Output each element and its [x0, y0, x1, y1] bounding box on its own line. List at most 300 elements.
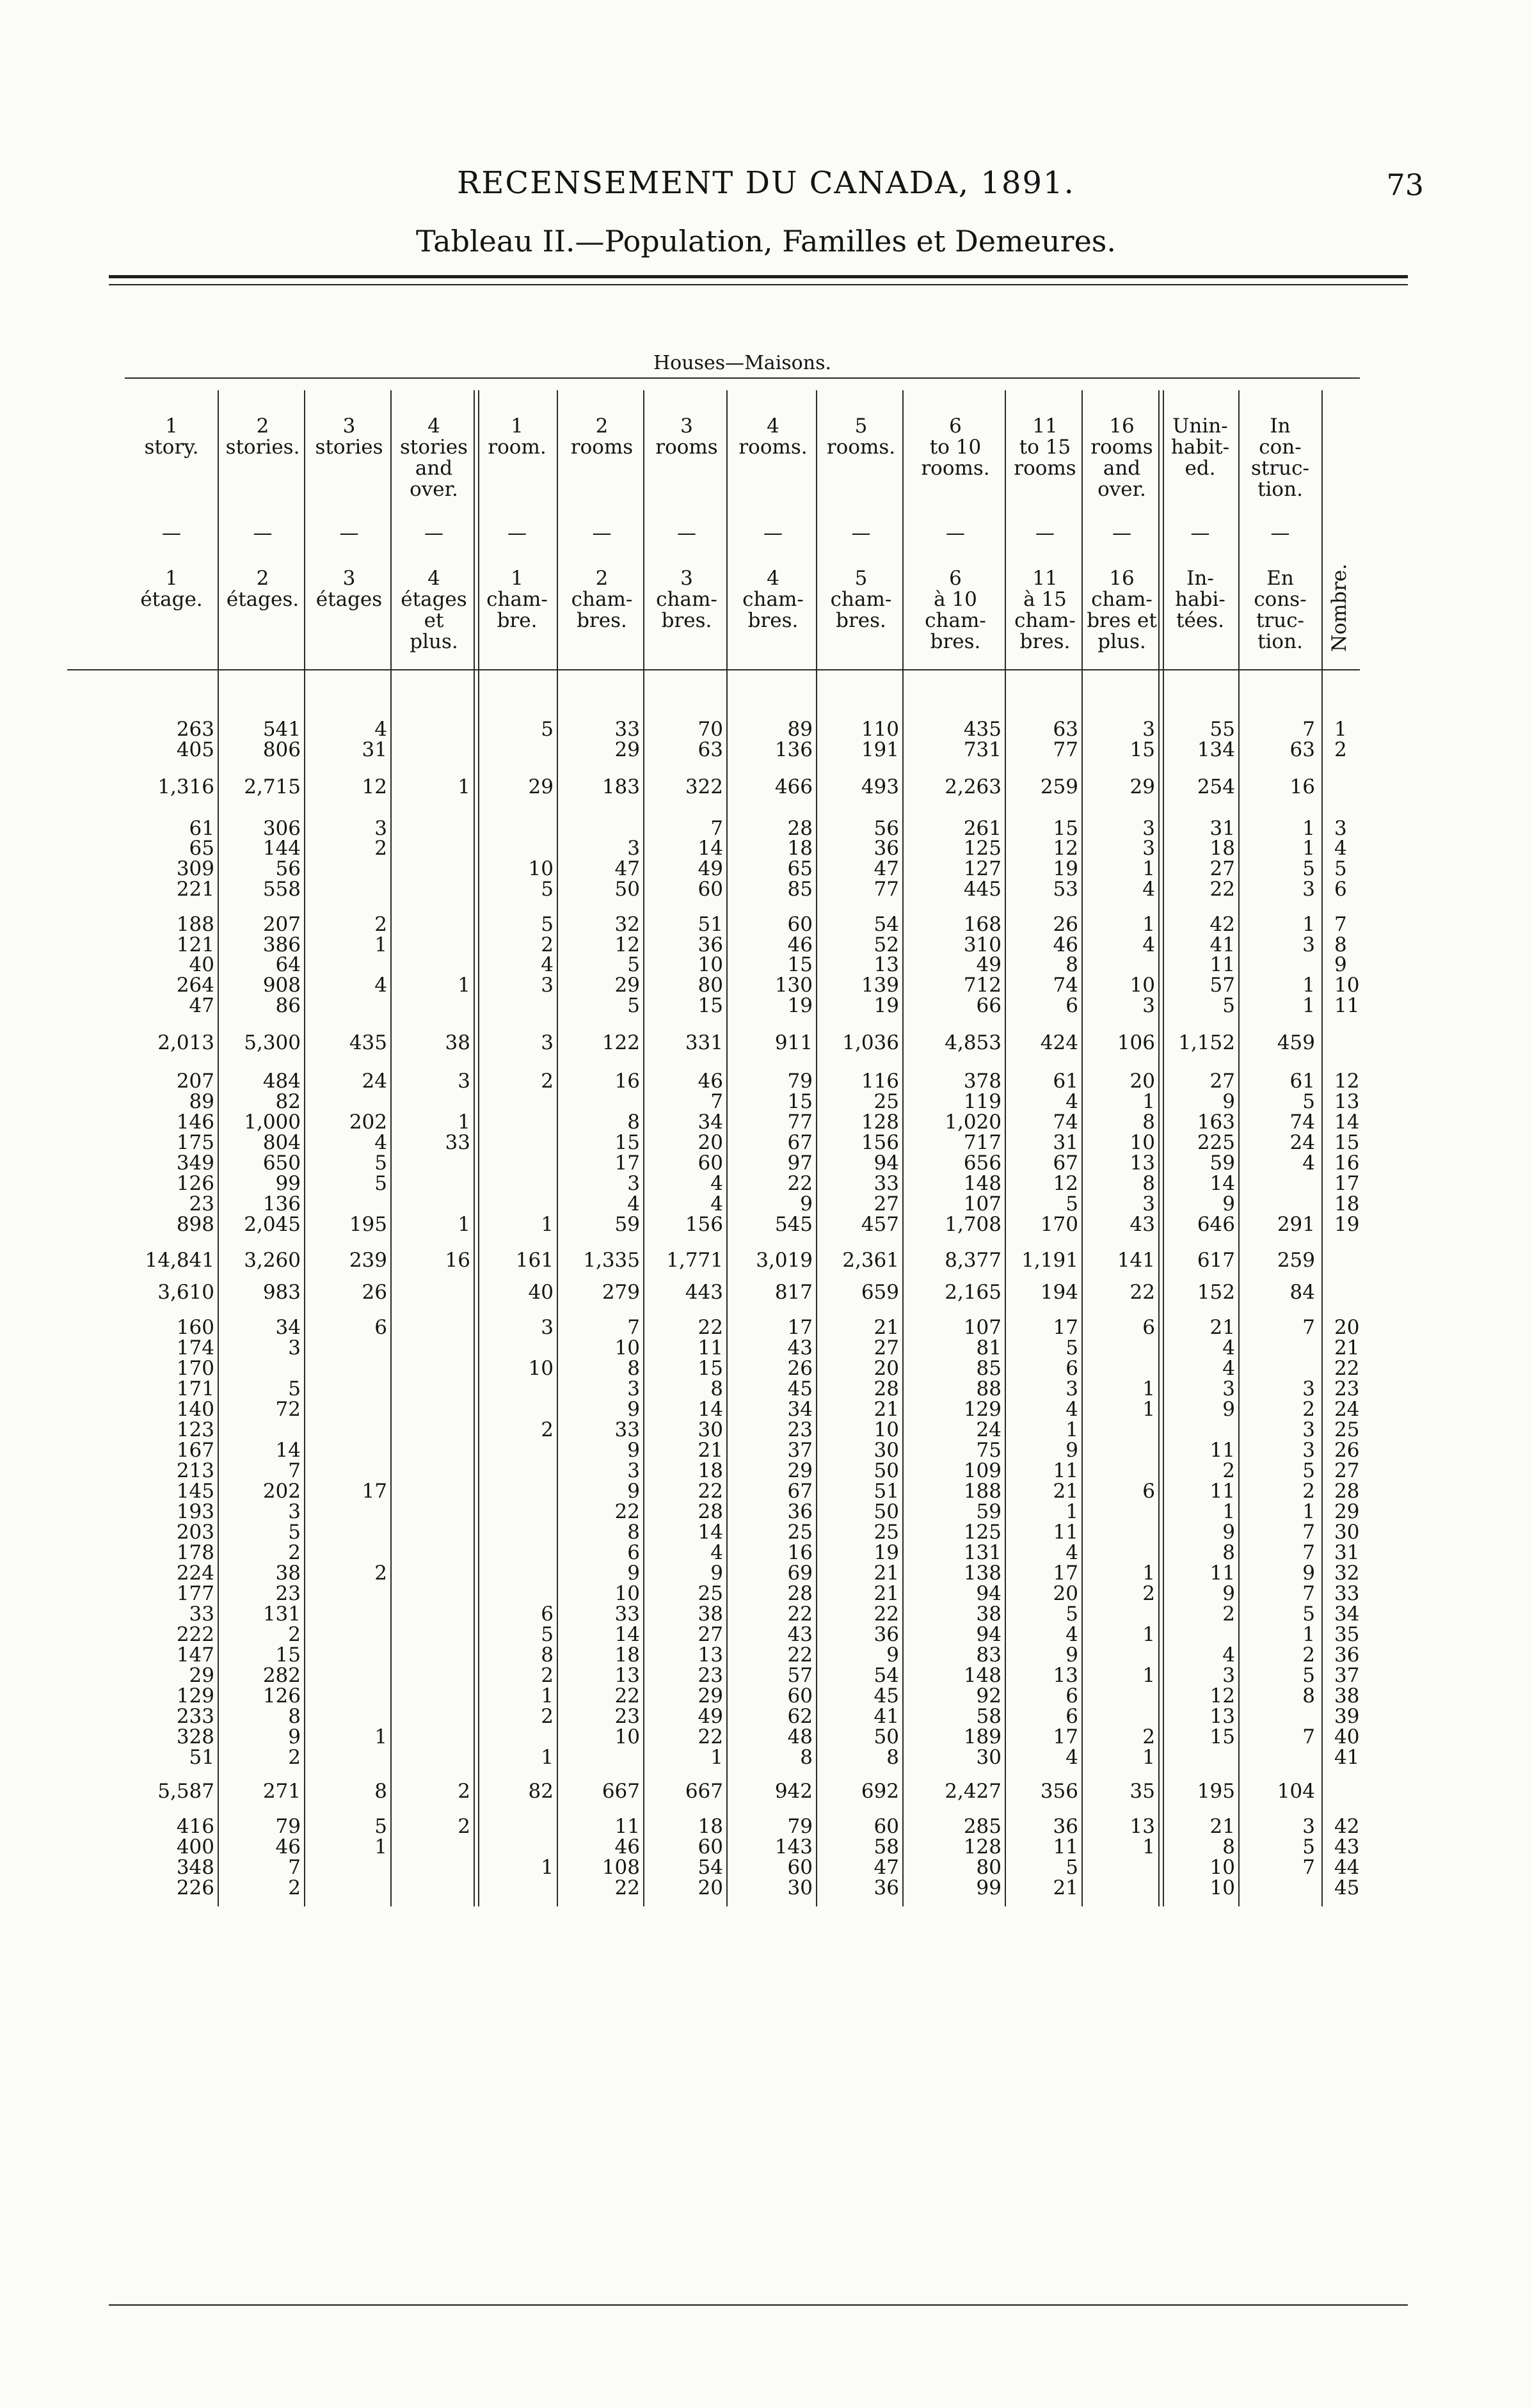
table-cell: 47 [874, 1856, 899, 1879]
table-cell: 46 [614, 1835, 640, 1858]
column-divider-2 [304, 390, 305, 1906]
table-cell: 85 [787, 878, 813, 901]
table-cell: 163 [1197, 1111, 1235, 1134]
column-header-en-7: 3 rooms [655, 415, 718, 459]
table-cell: 99 [275, 1172, 301, 1195]
table-cell: 6 [1065, 1684, 1078, 1707]
row-number: 4 [1334, 837, 1347, 860]
table-cell: 3 [1222, 1377, 1235, 1400]
table-cell: 226 [176, 1876, 214, 1899]
table-cell: 3,260 [244, 1249, 301, 1272]
table-cell: 14 [1209, 1172, 1235, 1195]
table-cell: 29 [1129, 775, 1155, 798]
table-cell: 97 [787, 1152, 813, 1175]
row-number: 44 [1334, 1856, 1360, 1879]
table-cell: 57 [1209, 974, 1235, 997]
table-cell: 712 [963, 974, 1001, 997]
table-cell: 21 [874, 1562, 899, 1585]
table-cell: 36 [698, 933, 723, 956]
table-cell: 3 [1142, 837, 1155, 860]
row-number: 16 [1334, 1152, 1360, 1175]
table-cell: 104 [1277, 1780, 1315, 1803]
table-cell: 659 [861, 1281, 899, 1304]
table-cell: 170 [176, 1357, 214, 1380]
table-cell: 10 [1129, 1131, 1155, 1154]
table-cell: 188 [176, 913, 214, 936]
column-header-dash-9: — [851, 522, 871, 544]
table-cell: 193 [176, 1500, 214, 1523]
table-cell: 31 [1209, 817, 1235, 840]
table-cell: 15 [275, 1644, 301, 1667]
table-cell: 70 [698, 718, 723, 741]
table-cell: 11 [1053, 1459, 1078, 1482]
table-cell: 129 [176, 1684, 214, 1707]
table-cell: 1 [1142, 913, 1155, 936]
table-cell: 21 [1209, 1316, 1235, 1339]
table-cell: 46 [698, 1070, 723, 1093]
column-header-dash-11: — [1035, 522, 1055, 544]
table-cell: 322 [685, 775, 723, 798]
table-cell: 9 [627, 1398, 640, 1421]
table-cell: 1,335 [583, 1249, 640, 1272]
table-cell: 213 [176, 1459, 214, 1482]
table-cell: 147 [176, 1644, 214, 1667]
table-cell: 692 [861, 1780, 899, 1803]
table-cell: 94 [874, 1152, 899, 1175]
table-cell: 405 [176, 738, 214, 761]
table-cell: 33 [874, 1172, 899, 1195]
nombre-header: Nombre. [1328, 563, 1351, 653]
table-cell: 3 [1142, 994, 1155, 1017]
table-cell: 126 [262, 1684, 301, 1707]
table-cell: 3 [627, 1172, 640, 1195]
column-header-en-10: 6 to 10 rooms. [921, 415, 990, 480]
table-cell: 15 [614, 1131, 640, 1154]
column-header-en-12: 16 rooms and over. [1090, 415, 1153, 501]
table-cell: 1 [1302, 817, 1315, 840]
table-cell: 81 [976, 1336, 1001, 1359]
table-cell: 47 [614, 857, 640, 880]
table-cell: 4 [1065, 1090, 1078, 1113]
table-cell: 416 [176, 1815, 214, 1838]
table-cell: 2 [288, 1623, 301, 1646]
table-cell: 146 [176, 1111, 214, 1134]
table-cell: 646 [1197, 1213, 1235, 1236]
table-cell: 69 [787, 1562, 813, 1585]
table-cell: 36 [787, 1500, 813, 1523]
table-cell: 9 [1065, 1644, 1078, 1667]
table-cell: 43 [787, 1336, 813, 1359]
table-cell: 29 [698, 1684, 723, 1707]
table-cell: 19 [874, 1541, 899, 1564]
table-cell: 12 [1053, 837, 1078, 860]
table-cell: 2 [458, 1815, 470, 1838]
table-cell: 435 [963, 718, 1001, 741]
column-header-dash-4: — [424, 522, 443, 544]
table-cell: 30 [976, 1746, 1001, 1769]
table-cell: 9 [288, 1725, 301, 1748]
row-number: 22 [1334, 1357, 1360, 1380]
group-header: Houses—Maisons. [653, 352, 831, 374]
page-number: 73 [1386, 168, 1424, 202]
table-cell: 650 [262, 1152, 301, 1175]
column-header-dash-12: — [1112, 522, 1131, 544]
table-cell: 2 [541, 1418, 554, 1441]
table-cell: 18 [614, 1644, 640, 1667]
column-divider-14 [1321, 390, 1323, 1906]
table-cell: 17 [787, 1316, 813, 1339]
table-cell: 29 [189, 1664, 214, 1687]
table-cell: 1,708 [945, 1213, 1001, 1236]
table-cell: 136 [262, 1192, 301, 1216]
table-cell: 309 [176, 857, 214, 880]
table-cell: 8 [1222, 1835, 1235, 1858]
table-cell: 58 [976, 1705, 1001, 1728]
table-cell: 3 [288, 1500, 301, 1523]
table-cell: 7 [1302, 1582, 1315, 1605]
row-number: 15 [1334, 1131, 1360, 1154]
table-cell: 239 [349, 1249, 387, 1272]
table-cell: 4 [374, 1131, 387, 1154]
table-cell: 10 [1209, 1876, 1235, 1899]
table-cell: 18 [698, 1459, 723, 1482]
table-cell: 3 [458, 1070, 470, 1093]
table-cell: 30 [874, 1439, 899, 1462]
column-header-en-4: 4 stories and over. [399, 415, 468, 501]
table-cell: 291 [1277, 1213, 1315, 1236]
table-cell: 5 [541, 878, 554, 901]
table-cell: 14 [698, 837, 723, 860]
row-number: 37 [1334, 1664, 1360, 1687]
table-cell: 22 [614, 1684, 640, 1707]
table-cell: 259 [1277, 1249, 1315, 1272]
table-cell: 107 [963, 1192, 1001, 1216]
table-cell: 43 [1129, 1213, 1155, 1236]
table-cell: 2 [288, 1876, 301, 1899]
table-cell: 38 [698, 1603, 723, 1626]
table-cell: 47 [874, 857, 899, 880]
table-cell: 2,427 [945, 1780, 1001, 1803]
row-number: 1 [1334, 718, 1347, 741]
table-cell: 83 [976, 1644, 1001, 1667]
row-number: 32 [1334, 1562, 1360, 1585]
table-cell: 4 [710, 1541, 723, 1564]
table-cell: 2,013 [157, 1031, 214, 1054]
table-cell: 17 [362, 1480, 387, 1503]
table-cell: 22 [698, 1480, 723, 1503]
table-cell: 310 [963, 933, 1001, 956]
table-cell: 29 [787, 1459, 813, 1482]
table-cell: 484 [262, 1070, 301, 1093]
table-cell: 5 [627, 994, 640, 1017]
table-cell: 50 [874, 1459, 899, 1482]
table-cell: 285 [963, 1815, 1001, 1838]
table-cell: 445 [963, 878, 1001, 901]
table-cell: 1 [458, 775, 470, 798]
group-header-rule [125, 377, 1360, 379]
table-cell: 11 [1209, 1562, 1235, 1585]
table-cell: 177 [176, 1582, 214, 1605]
table-cell: 6 [627, 1541, 640, 1564]
table-cell: 43 [787, 1623, 813, 1646]
row-number: 14 [1334, 1111, 1360, 1134]
table-cell: 667 [602, 1780, 640, 1803]
table-cell: 493 [861, 775, 899, 798]
table-cell: 36 [874, 837, 899, 860]
table-cell: 23 [614, 1705, 640, 1728]
table-cell: 67 [787, 1480, 813, 1503]
row-number: 33 [1334, 1582, 1360, 1605]
table-cell: 5 [541, 718, 554, 741]
table-cell: 13 [1209, 1705, 1235, 1728]
column-header-fr-11: 11 à 15 cham- bres. [1014, 567, 1076, 653]
table-cell: 12 [614, 933, 640, 956]
table-cell: 5 [1222, 994, 1235, 1017]
table-cell: 1,020 [945, 1111, 1001, 1134]
table-cell: 9 [1222, 1398, 1235, 1421]
table-cell: 51 [698, 913, 723, 936]
table-cell: 171 [176, 1377, 214, 1400]
table-cell: 2 [1302, 1398, 1315, 1421]
table-cell: 10 [528, 1357, 554, 1380]
table-cell: 717 [963, 1131, 1001, 1154]
table-cell: 15 [787, 953, 813, 976]
table-cell: 17 [614, 1152, 640, 1175]
table-cell: 38 [445, 1031, 470, 1054]
column-header-fr-5: 1 cham- bre. [486, 567, 548, 632]
column-header-fr-7: 3 cham- bres. [656, 567, 717, 632]
table-cell: 6 [1142, 1316, 1155, 1339]
table-cell: 1 [1302, 994, 1315, 1017]
table-cell: 141 [1117, 1249, 1155, 1272]
table-cell: 1 [541, 1684, 554, 1707]
table-cell: 1 [1302, 974, 1315, 997]
table-cell: 64 [275, 953, 301, 976]
table-cell: 8 [288, 1705, 301, 1728]
table-cell: 14,841 [145, 1249, 214, 1272]
table-cell: 62 [787, 1705, 813, 1728]
table-cell: 61 [1289, 1070, 1315, 1093]
table-cell: 25 [874, 1090, 899, 1113]
column-header-fr-1: 1 étage. [140, 567, 203, 611]
column-header-en-3: 3 stories [315, 415, 383, 459]
table-cell: 11 [698, 1336, 723, 1359]
table-cell: 356 [1040, 1780, 1078, 1803]
table-cell: 224 [176, 1562, 214, 1585]
table-cell: 6 [1065, 1705, 1078, 1728]
table-cell: 21 [1209, 1815, 1235, 1838]
table-cell: 12 [362, 775, 387, 798]
table-cell: 31 [1053, 1131, 1078, 1154]
table-cell: 16 [787, 1541, 813, 1564]
table-cell: 143 [774, 1835, 813, 1858]
table-cell: 63 [698, 738, 723, 761]
table-cell: 9 [1222, 1090, 1235, 1113]
table-cell: 28 [787, 1582, 813, 1605]
table-cell: 77 [787, 1111, 813, 1134]
table-cell: 15 [1209, 1725, 1235, 1748]
table-cell: 1 [1142, 1090, 1155, 1113]
table-cell: 3 [541, 1031, 554, 1054]
table-cell: 22 [787, 1172, 813, 1195]
table-cell: 27 [1209, 1070, 1235, 1093]
table-cell: 5 [288, 1377, 301, 1400]
table-cell: 110 [861, 718, 899, 741]
table-cell: 72 [275, 1398, 301, 1421]
table-cell: 126 [176, 1172, 214, 1195]
table-cell: 466 [774, 775, 813, 798]
table-cell: 2,045 [244, 1213, 301, 1236]
table-cell: 99 [976, 1876, 1001, 1899]
table-cell: 61 [1053, 1070, 1078, 1093]
table-cell: 49 [976, 953, 1001, 976]
table-cell: 349 [176, 1152, 214, 1175]
table-cell: 57 [787, 1664, 813, 1687]
table-cell: 5 [1302, 1459, 1315, 1482]
table-cell: 21 [874, 1316, 899, 1339]
table-cell: 51 [874, 1480, 899, 1503]
table-cell: 10 [614, 1336, 640, 1359]
table-cell: 386 [262, 933, 301, 956]
table-cell: 5 [374, 1815, 387, 1838]
column-header-dash-13: — [1190, 522, 1210, 544]
table-cell: 10 [1129, 974, 1155, 997]
table-cell: 2 [1222, 1603, 1235, 1626]
table-cell: 14 [275, 1439, 301, 1462]
table-cell: 4 [1065, 1398, 1078, 1421]
table-cell: 21 [698, 1439, 723, 1462]
table-cell: 207 [176, 1070, 214, 1093]
table-cell: 8 [800, 1746, 813, 1769]
table-cell: 4 [374, 718, 387, 741]
table-cell: 2 [458, 1780, 470, 1803]
table-cell: 148 [963, 1172, 1001, 1195]
table-cell: 541 [262, 718, 301, 741]
table-cell: 19 [787, 994, 813, 1017]
table-cell: 67 [787, 1131, 813, 1154]
table-cell: 4 [1222, 1644, 1235, 1667]
table-cell: 63 [1053, 718, 1078, 741]
table-cell: 911 [774, 1031, 813, 1054]
table-cell: 160 [176, 1316, 214, 1339]
table-cell: 37 [787, 1439, 813, 1462]
row-number: 10 [1334, 974, 1360, 997]
table-cell: 8 [710, 1377, 723, 1400]
bottom-rule [109, 2304, 1408, 2306]
table-cell: 13 [874, 953, 899, 976]
table-cell: 11 [1209, 1480, 1235, 1503]
column-header-dash-5: — [507, 522, 527, 544]
table-cell: 5 [288, 1521, 301, 1544]
table-cell: 11 [1053, 1835, 1078, 1858]
table-cell: 271 [262, 1780, 301, 1803]
table-cell: 94 [976, 1623, 1001, 1646]
column-divider-8 [816, 390, 817, 1906]
table-cell: 2 [1302, 1644, 1315, 1667]
table-cell: 23 [275, 1582, 301, 1605]
table-cell: 328 [176, 1725, 214, 1748]
table-cell: 5 [1065, 1336, 1078, 1359]
table-cell: 12 [1053, 1172, 1078, 1195]
table-cell: 7 [1302, 1521, 1315, 1544]
table-cell: 4 [1142, 933, 1155, 956]
table-cell: 908 [262, 974, 301, 997]
table-cell: 130 [774, 974, 813, 997]
row-number: 36 [1334, 1644, 1360, 1667]
table-cell: 2 [374, 913, 387, 936]
table-cell: 140 [176, 1398, 214, 1421]
table-cell: 13 [1129, 1815, 1155, 1838]
table-cell: 60 [787, 1684, 813, 1707]
table-cell: 144 [262, 837, 301, 860]
table-cell: 60 [874, 1815, 899, 1838]
table-cell: 817 [774, 1281, 813, 1304]
table-cell: 1 [1302, 837, 1315, 860]
table-cell: 21 [874, 1398, 899, 1421]
column-header-en-6: 2 rooms [570, 415, 634, 459]
table-cell: 17 [1053, 1562, 1078, 1585]
table-cell: 11 [1209, 1439, 1235, 1462]
table-cell: 128 [963, 1835, 1001, 1858]
table-cell: 22 [1209, 878, 1235, 901]
table-cell: 45 [874, 1684, 899, 1707]
row-number: 45 [1334, 1876, 1360, 1899]
table-cell: 10 [698, 953, 723, 976]
table-cell: 3 [1142, 718, 1155, 741]
column-header-fr-3: 3 étages [315, 567, 383, 611]
table-cell: 60 [698, 1835, 723, 1858]
table-cell: 33 [614, 718, 640, 741]
table-cell: 24 [976, 1418, 1001, 1441]
table-cell: 4 [1222, 1336, 1235, 1359]
row-number: 39 [1334, 1705, 1360, 1728]
table-cell: 1 [458, 1111, 470, 1134]
table-cell: 60 [698, 1152, 723, 1175]
table-cell: 22 [1129, 1281, 1155, 1304]
table-cell: 48 [787, 1725, 813, 1748]
table-cell: 19 [874, 994, 899, 1017]
table-cell: 1 [541, 1746, 554, 1769]
column-header-fr-8: 4 cham- bres. [742, 567, 804, 632]
table-cell: 38 [976, 1603, 1001, 1626]
table-cell: 1 [1142, 1398, 1155, 1421]
table-cell: 898 [176, 1213, 214, 1236]
table-cell: 3 [288, 1336, 301, 1359]
table-cell: 1 [374, 1835, 387, 1858]
table-cell: 1 [1065, 1418, 1078, 1441]
table-cell: 109 [963, 1459, 1001, 1482]
table-cell: 5 [1302, 1835, 1315, 1858]
table-cell: 33 [614, 1418, 640, 1441]
table-cell: 27 [874, 1192, 899, 1216]
row-number: 34 [1334, 1603, 1360, 1626]
table-cell: 34 [787, 1398, 813, 1421]
table-cell: 1 [1302, 1623, 1315, 1646]
top-rule-thick [109, 275, 1408, 278]
table-cell: 107 [963, 1316, 1001, 1339]
table-cell: 53 [1053, 878, 1078, 901]
table-cell: 122 [602, 1031, 640, 1054]
table-cell: 9 [1065, 1439, 1078, 1462]
table-cell: 65 [189, 837, 214, 860]
table-cell: 88 [976, 1377, 1001, 1400]
table-cell: 80 [976, 1856, 1001, 1879]
table-cell: 36 [1053, 1815, 1078, 1838]
table-cell: 11 [1053, 1521, 1078, 1544]
table-cell: 1,000 [244, 1111, 301, 1134]
table-cell: 59 [976, 1500, 1001, 1523]
table-cell: 8 [1142, 1111, 1155, 1134]
